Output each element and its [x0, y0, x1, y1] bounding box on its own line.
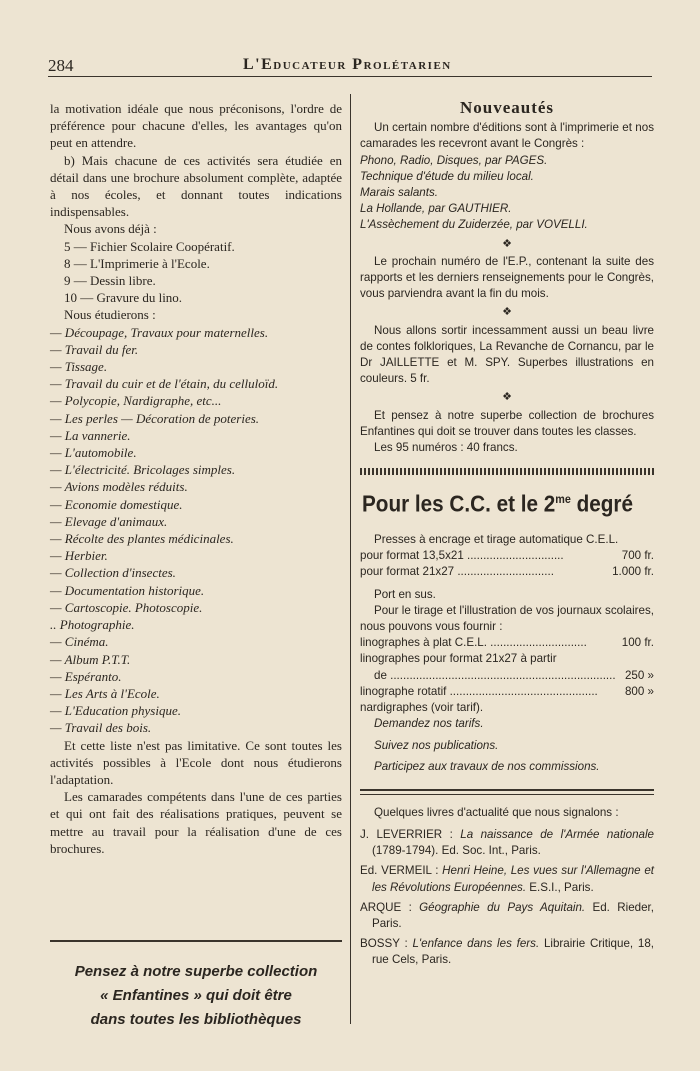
- book-title: L'enfance dans les fers.: [412, 937, 540, 951]
- presses-intro: Presses à encrage et tirage automatique C.E.L.: [374, 532, 619, 546]
- list-item: — Les perles — Décoration de poteries.: [50, 410, 260, 426]
- list-item: — Les Arts à l'Ecole.: [50, 685, 160, 701]
- price-label: linographes pour format 21x27 à partir: [360, 652, 557, 666]
- list-item: — Travail des bois.: [50, 720, 152, 736]
- price-row: [360, 564, 654, 580]
- news-item: Phono, Radio, Disques, par PAGES.: [360, 153, 548, 167]
- list-item: — Cinéma.: [50, 634, 109, 650]
- books-intro: Quelques livres d'actualité que nous signalons :: [374, 805, 619, 819]
- cc-title-text: Pour les C.C. et le 2: [362, 490, 556, 517]
- list-item: — Herbier.: [50, 548, 108, 564]
- paragraph-not-limitative: Et cette liste n'est pas limitative. Ce sont toutes les activités possibles à l'Ecole dont nous étudierons l'adaptation.: [50, 737, 342, 787]
- list-item: — Avions modèles réduits.: [50, 479, 188, 495]
- cc-title-sup: me: [555, 492, 571, 507]
- price-value: 1.000 fr.: [612, 565, 654, 579]
- callout-line: « Enfantines » qui doit être: [100, 987, 292, 1004]
- ornament-icon: ❖: [502, 237, 512, 250]
- list-item: — Economie domestique.: [50, 496, 183, 512]
- ornament-icon: ❖: [502, 306, 512, 319]
- book-title: La naissance de l'Armée nationale: [460, 827, 654, 841]
- price-label: de ......................................................................: [374, 668, 616, 682]
- left-column: [50, 100, 342, 857]
- list-item: — L'automobile.: [50, 445, 137, 461]
- paragraph-brochures: b) Mais chacune de ces activités sera étudiée en détail dans une brochure absolument complète, adaptée à nos écoles, et donnant toutes indications indispensables.: [50, 152, 342, 220]
- list-item: — L'Education physique.: [50, 703, 181, 719]
- list-item: — Documentation historique.: [50, 582, 205, 598]
- list-item: 8 — L'Imprimerie à l'Ecole.: [64, 255, 210, 271]
- nardigraphes-note: nardigraphes (voir tarif).: [360, 700, 484, 714]
- cc-title-end: degré: [570, 490, 634, 517]
- list-item: — Tissage.: [50, 359, 108, 375]
- right-column: [360, 100, 654, 973]
- price-label: linographes à plat C.E.L. ..............................: [360, 636, 587, 650]
- participez-note: Participez aux travaux de nos commissions.: [374, 759, 600, 773]
- price-value: [650, 651, 654, 667]
- column-divider: [350, 94, 351, 1024]
- left-bottom-rule: [50, 940, 342, 942]
- list-item: — Travail du fer.: [50, 341, 139, 357]
- news-folk-tales: Nous allons sortir incessamment aussi un beau livre de contes folkloriques, La Revanche de Cornancu, par le Dr JAILLETTE et M. SPY. Superbes illustrations en couleurs. 5 fr.: [360, 323, 654, 386]
- price-value: 800 »: [624, 684, 654, 698]
- news-enfantines: Et pensez à notre superbe collection de brochures Enfantines qui doit se trouver dans toutes les classes.: [360, 408, 654, 438]
- have-intro: Nous avons déjà :: [64, 221, 157, 237]
- book-author: J. LEVERRIER :: [360, 827, 461, 841]
- news-item: La Hollande, par GAUTHIER.: [360, 202, 512, 216]
- book-entry: [360, 863, 654, 895]
- price-row: [360, 684, 654, 700]
- paragraph-motivation: la motivation idéale que nous préconisons, l'ordre de préférence pour chacune d'elles, les avantages qu'on peut en attendre.: [50, 101, 342, 151]
- news-item: L'Assèchement du Zuiderzée, par VOVELLI.: [360, 218, 588, 232]
- list-item: — La vannerie.: [50, 427, 131, 443]
- list-item: — Cartoscopie. Photoscopie.: [50, 599, 203, 615]
- price-value: 700 fr.: [621, 549, 654, 563]
- list-item: — Espéranto.: [50, 668, 122, 684]
- tarifs-note: Demandez nos tarifs.: [374, 717, 484, 731]
- header-rule: [48, 76, 652, 77]
- existing-brochures-list: [50, 238, 342, 307]
- price-label: pour format 13,5x21 ..............................: [360, 549, 564, 563]
- book-publisher: (1789-1794). Ed. Soc. Int., Paris.: [372, 844, 541, 858]
- book-title: Géographie du Pays Aquitain.: [419, 900, 586, 914]
- list-item: 9 — Dessin libre.: [64, 273, 156, 289]
- list-item: — Elevage d'animaux.: [50, 513, 168, 529]
- running-title: L'Educateur Prolétarien: [243, 56, 452, 73]
- callout-line: dans toutes les bibliothèques: [90, 1011, 302, 1028]
- planned-topics-list: [50, 324, 342, 737]
- list-item: 5 — Fichier Scolaire Coopératif.: [64, 238, 235, 254]
- news-title: Nouveautés: [459, 98, 555, 117]
- list-item: — Récolte des plantes médicinales.: [50, 531, 234, 547]
- news-item: Marais salants.: [360, 186, 438, 200]
- page-number: 284: [48, 56, 74, 75]
- list-item: — L'électricité. Bricolages simples.: [50, 462, 236, 478]
- book-author: Ed. VERMEIL :: [360, 864, 443, 878]
- list-item: .. Photographie.: [50, 617, 135, 633]
- ornament-icon: ❖: [502, 391, 512, 404]
- list-item: — Découpage, Travaux pour maternelles.: [50, 324, 269, 340]
- book-publisher: E.S.I., Paris.: [526, 880, 594, 894]
- decorative-divider: [360, 468, 654, 475]
- news-price: Les 95 numéros : 40 francs.: [374, 441, 518, 455]
- price-label: linographe rotatif ..............................................: [360, 684, 598, 698]
- price-row: [360, 668, 654, 684]
- price-value: 250 »: [624, 668, 654, 682]
- book-publisher: Librairie Critique, 18, rue Cels, Paris.: [372, 937, 654, 967]
- list-item: — Album P.T.T.: [50, 651, 131, 667]
- book-list: [360, 827, 654, 969]
- book-entry: [360, 900, 654, 932]
- book-author: BOSSY :: [360, 937, 413, 951]
- study-intro: Nous étudierons :: [64, 307, 156, 323]
- price-label: pour format 21x27 ..............................: [360, 565, 554, 579]
- book-publisher: Ed. Rieder, Paris.: [372, 900, 654, 930]
- enfantines-callout: [50, 960, 342, 1032]
- news-next-issue: Le prochain numéro de l'E.P., contenant la suite des rapports et les derniers renseignements pour le Congrès, vous parviendra avant la fin du mois.: [360, 254, 654, 301]
- suivez-note: Suivez nos publications.: [374, 739, 499, 753]
- book-title: Henri Heine, Les vues sur l'Allemagne et les Révolutions Européennes.: [372, 864, 654, 894]
- callout-line: Pensez à notre superbe collection: [74, 963, 318, 980]
- section-rule: [360, 789, 654, 795]
- page-header: [48, 52, 652, 78]
- port-note: Port en sus.: [374, 587, 436, 601]
- list-item: — Travail du cuir et de l'étain, du celluloïd.: [50, 376, 279, 392]
- linograph-offer: Pour le tirage et l'illustration de vos journaux scolaires, nous pouvons vous fournir :: [360, 603, 654, 633]
- list-item: 10 — Gravure du lino.: [64, 290, 183, 306]
- news-intro: Un certain nombre d'éditions sont à l'imprimerie et nos camarades les recevront avant le Congrès :: [360, 121, 654, 151]
- book-author: ARQUE :: [360, 900, 420, 914]
- price-value: 100 fr.: [621, 636, 654, 650]
- book-entry: [360, 936, 654, 968]
- list-item: — Collection d'insectes.: [50, 565, 176, 581]
- price-row: [360, 651, 654, 667]
- news-item: Technique d'étude du milieu local.: [360, 169, 534, 183]
- list-item: — Polycopie, Nardigraphe, etc...: [50, 393, 222, 409]
- book-entry: [360, 827, 654, 859]
- price-row: [360, 548, 654, 564]
- cc-section-title: [362, 485, 634, 518]
- paragraph-call-to-comrades: Les camarades compétents dans l'une de ces parties et qui ont fait des réalisations pratiques, peuvent se mettre au travail pour la réalisation d'une de ces brochures.: [50, 789, 342, 856]
- price-row: [360, 635, 654, 651]
